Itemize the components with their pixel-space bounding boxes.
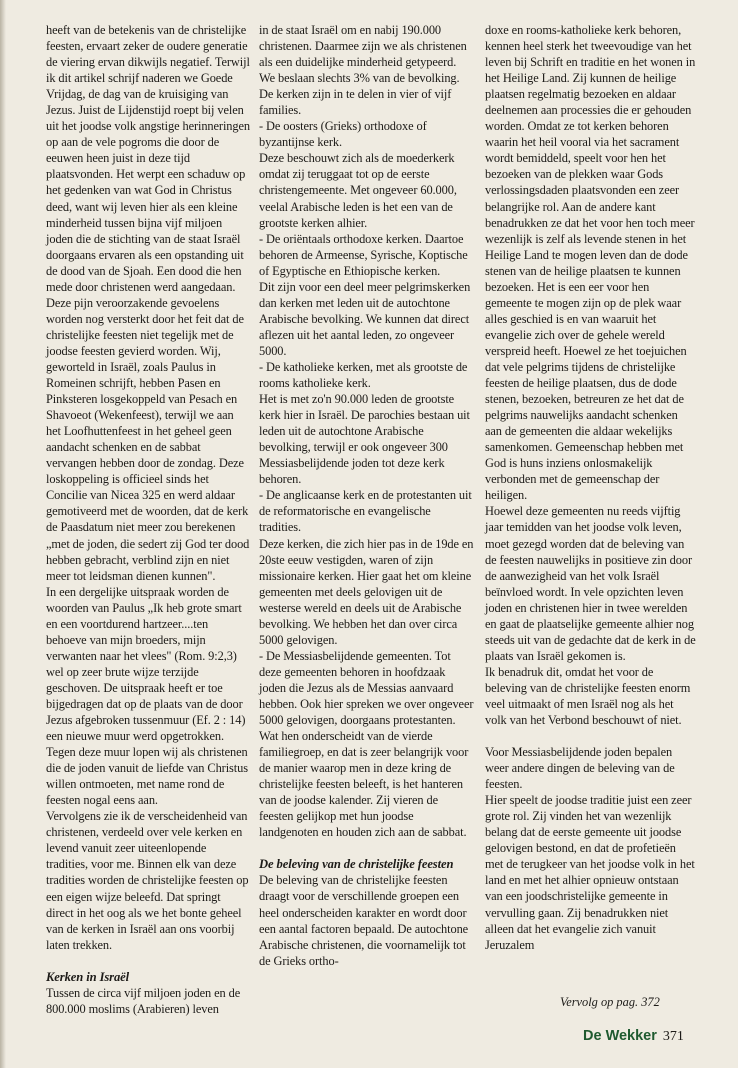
- paragraph: De kerken zijn in te delen in vier of vijf families.: [259, 87, 452, 118]
- magazine-title: De Wekker: [583, 1028, 657, 1044]
- paragraph: Ik benadruk dit, omdat het voor de beleving van de christelijke feesten enorm veel uitmaakt of men Israël nog als het volk van het Verbond beschouwt of niet.: [485, 664, 691, 728]
- paragraph: Deze pijn veroorzakende gevoelens worden nog versterkt door het feit dat de christelijke feesten niet tegelijk met de joodse feesten gevierd worden. Wij, geworteld in Israël, zoals Paulus in Romeinen schrijft, hebben Pasen en Pinksteren losgekoppeld van Pesach en Shavoeot (Wekenfeest), terwijl we aan het Loofhuttenfeest in het geheel geen aandacht schenken en de sabbat vervangen hebben door de zondag. Deze loskoppeling is officieel sinds het Concilie van Nicea 325 en werd aldaar gemotiveerd met de woorden, dat de kerk de Paasdatum niet meer zou berekenen „met de joden, die sedert zij God ter dood hebben gebracht, verblind zijn en niet meer tot leidsman dienen kunnen".: [46, 295, 250, 583]
- page-spine-shadow: [0, 0, 6, 1068]
- paragraph: Tussen de circa vijf miljoen joden en de 800.000 moslims (Arabieren) leven: [46, 985, 241, 1016]
- paragraph: Dit zijn voor een deel meer pelgrimskerken dan kerken met leden uit de autochtone Arabische bevolking. We kunnen dat direct aflezen uit het aantal leden, zo ongeveer 5000.: [259, 279, 471, 358]
- paragraph: Deze kerken, die zich hier pas in de 19de en 20ste eeuw vestigden, waren of zijn missionaire kerken. Hier gaat het om kleine gemeenten met deels gelovigen uit de westerse wereld en deels uit de Arabische bevolking. We hebben het dan over circa 5000 gelovigen.: [259, 536, 474, 647]
- paragraph: heeft van de betekenis van de christelijke feesten, ervaart zeker de oudere generatie de viering ervan dikwijls negatief. Terwijl ik dit artikel schrijf naderen we Goede Vrijdag, de dag van de kruisiging van Jezus. Juist de Lijdenstijd roept bij velen uit het joodse volk angstige herinneringen op aan de vele pogroms die door de eeuwen heen juist in deze tijd plaatsvonden. Het werpt een schaduw op het gedenken van wat God in Christus deed, want wij leven hier als een kleine minderheid tussen bijna vijf miljoen joden die de stichting van de staat Israël doorgaans ervaren als een opstanding uit de dood van de Sjoah. Een dood die hen mede door christenen werd aangedaan.: [46, 23, 250, 294]
- list-item-paragraph: - De anglicaanse kerk en de protestanten uit de reformatorische en evangelische tradities.: [259, 488, 472, 535]
- article-column-3: [485, 22, 697, 953]
- continuation-note: Vervolg op pag. 372: [560, 995, 660, 1009]
- page-footer: [583, 1028, 684, 1045]
- paragraph: in de staat Israël om en nabij 190.000 christenen. Daarmee zijn we als christenen als een duidelijke minderheid getypeerd.: [259, 23, 467, 70]
- list-item-paragraph: - De katholieke kerken, met als grootste de rooms katholieke kerk.: [259, 359, 468, 391]
- paragraph: doxe en rooms-katholieke kerk behoren, kennen heel sterk het tweevoudige van het leven bij Schrift en traditie en het wonen in het Heilige Land. Zij kunnen de heilige plaatsen regelmatig bezoeken en aldaar deelnemen aan processies die er gehouden worden. Omdat ze tot kerken behoren waarin het heil vooral via het sacrament wordt bemiddeld, speelt voor hen het bezoeken van de plekken waar Gods verlossingsdaden plaatsvonden een zeer belangrijke rol. Aan de andere kant benadrukken ze dat het voor hen toch meer wezenlijk is zelf als levende stenen in het Heilige Land te mogen leven dan de dode stenen van de heilige plaatsen te kunnen bezoeken. Het is een eer voor hen gemeente te mogen zijn op de plek waar alles geschied is en van waaruit het evangelie zich over de gehele wereld verspreid heeft. Hoewel ze het toejuichen dat vele pelgrims tijdens de christelijke feesten de heilige plaatsen, dus de dode stenen, bezoeken, betreuren ze het dat de pelgrims nauwelijks aandacht schenken aan de gemeenten die aldaar wekelijks samenkomen. Gemeenschap hebben met God is huns inziens onlosmakelijk verbonden met de gemeenschap der heiligen.: [485, 23, 696, 503]
- paragraph: Vervolgens zie ik de verscheidenheid van christenen, verdeeld over vele kerken en levend vanuit zeer uiteenlopende tradities, voor me. Binnen elk van deze tradities worden de christelijke feesten op een eigen wijze beleefd. Dat springt direct in het oog als we het bonte geheel van de kerken in Israël aan ons voorbij laten trekken.: [46, 809, 249, 952]
- paragraph: Hoewel deze gemeenten nu reeds vijftig jaar temidden van het joodse volk leven, moet gezegd worden dat de beleving van de feesten nauwelijks in positieve zin door de aanwezigheid van het volk Israël beïnvloed wordt. In vele opzichten leven joden en christenen hier in twee werelden en gaat de plaatselijke gemeente alhier nog steeds uit van de gedachte dat de kerk in de plaats van Israël gekomen is.: [485, 504, 696, 663]
- article-column-1: [46, 22, 250, 1017]
- paragraph: Hier speelt de joodse traditie juist een zeer grote rol. Zij vinden het van wezenlijk belang dat de eerste gemeente uit joodse gelovigen bestond, en dat de profetieën met de terugkeer van het joodse volk in het land en met het alhier opnieuw ontstaan van een joodschristelijke gemeente in vervulling gaan. Zij benadrukken niet alleen dat het evangelie zich vanuit Jeruzalem: [485, 793, 695, 952]
- paragraph: Deze beschouwt zich als de moederkerk omdat zij teruggaat tot op de eerste christengemeente. Met ongeveer 60.000, veelal Arabische leden is het een van de grootste kerken alhier.: [259, 151, 457, 230]
- paragraph: We beslaan slechts 3% van de bevolking.: [259, 71, 460, 86]
- section-heading-kerken: Kerken in Israël: [46, 969, 130, 984]
- list-item-paragraph: - De oriëntaals orthodoxe kerken. Daartoe behoren de Armeense, Syrische, Koptische of Egyptische en Ethiopische kerken.: [259, 231, 468, 278]
- paragraph: Het is met zo'n 90.000 leden de grootste kerk hier in Israël. De parochies bestaan uit leden uit de autochtone Arabische bevolking, terwijl er ook ongeveer 300 Messiasbelijdende joden tot deze kerk behoren.: [259, 392, 470, 487]
- paragraph: Voor Messiasbelijdende joden bepalen weer andere dingen de beleving van de feesten.: [485, 745, 675, 792]
- paragraph: De beleving van de christelijke feesten draagt voor de verschillende groepen een heel onderscheiden karakter en wordt door een aantal factoren bepaald. De autochtone Arabische christenen, die voornamelijk tot de Grieks ortho-: [259, 873, 469, 968]
- page-number: 371: [662, 1029, 684, 1044]
- paragraph: In een dergelijke uitspraak worden de woorden van Paulus „Ik heb grote smart en een voortdurend hartzeer....ten behoeve van mijn broeders, mijn verwanten naar het vlees" (Rom. 9:2,3) wel op zeer brute wijze terzijde geschoven. De uitspraak heeft er toe bijgedragen dat op de plaats van de door Jezus afgebroken tussenmuur (Ef. 2 : 14) een nieuwe muur werd opgetrokken. Tegen deze muur lopen wij als christenen die de joden vanuit de liefde van Christus willen ontmoeten, met name rond de feesten nogal eens aan.: [46, 584, 248, 808]
- article-column-2: [259, 22, 475, 969]
- section-heading-beleving: De beleving van de christelijke feesten: [259, 857, 454, 872]
- list-item-paragraph: - De oosters (Grieks) orthodoxe of byzantijnse kerk.: [259, 119, 427, 150]
- list-item-paragraph: - De Messiasbelijdende gemeenten. Tot deze gemeenten behoren in hoofdzaak joden die Jezus als de Messias aanvaard hebben. Ook hier spreken we over ongeveer 5000 gelovigen, doorgaans protestanten. Wat hen onderscheidt van de vierde familiegroep, en dat is zeer belangrijk voor de manier waarop men in deze kring de christelijke feesten beleeft, is het hanteren van de joodse kalender. Zij vieren de feesten gelijkop met hun joodse landgenoten en houden zich aan de sabbat.: [259, 648, 474, 840]
